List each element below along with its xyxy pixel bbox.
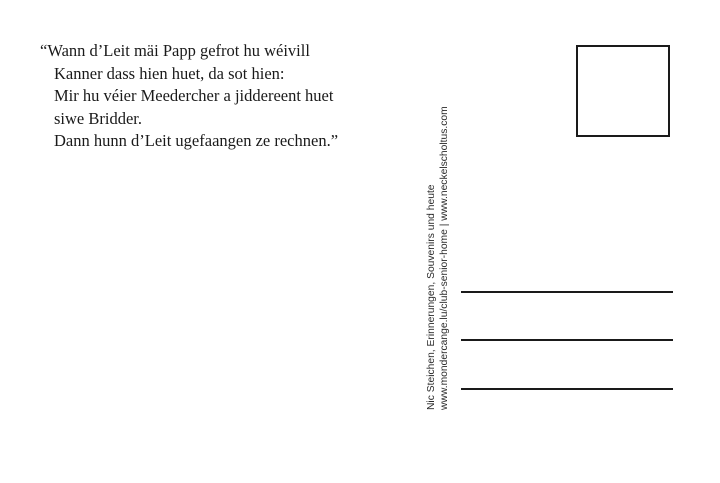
credit-author-line: Nic Steichen, Erinnerungen, Souvenirs und heute <box>426 184 437 410</box>
quote-line: “Wann d’Leit mäi Papp gefrot hu wéivill <box>40 41 310 60</box>
quote-line: siwe Bridder. <box>54 108 142 128</box>
address-line <box>461 339 673 341</box>
quote-line: Kanner dass hien huet, da sot hien: <box>54 63 285 83</box>
quote-block <box>40 40 390 153</box>
vertical-credit <box>425 65 451 410</box>
quote-line: Dann hunn d’Leit ugefaangen ze rechnen.” <box>54 131 339 150</box>
address-line <box>461 291 673 293</box>
quote-line: Mir hu véier Meedercher a jiddereent huet <box>54 86 334 105</box>
address-line <box>461 388 673 390</box>
credit-website-line: www.mondercange.lu/club-senior-home | www.neckelscholtus.com <box>439 106 450 410</box>
stamp-box <box>576 45 670 137</box>
